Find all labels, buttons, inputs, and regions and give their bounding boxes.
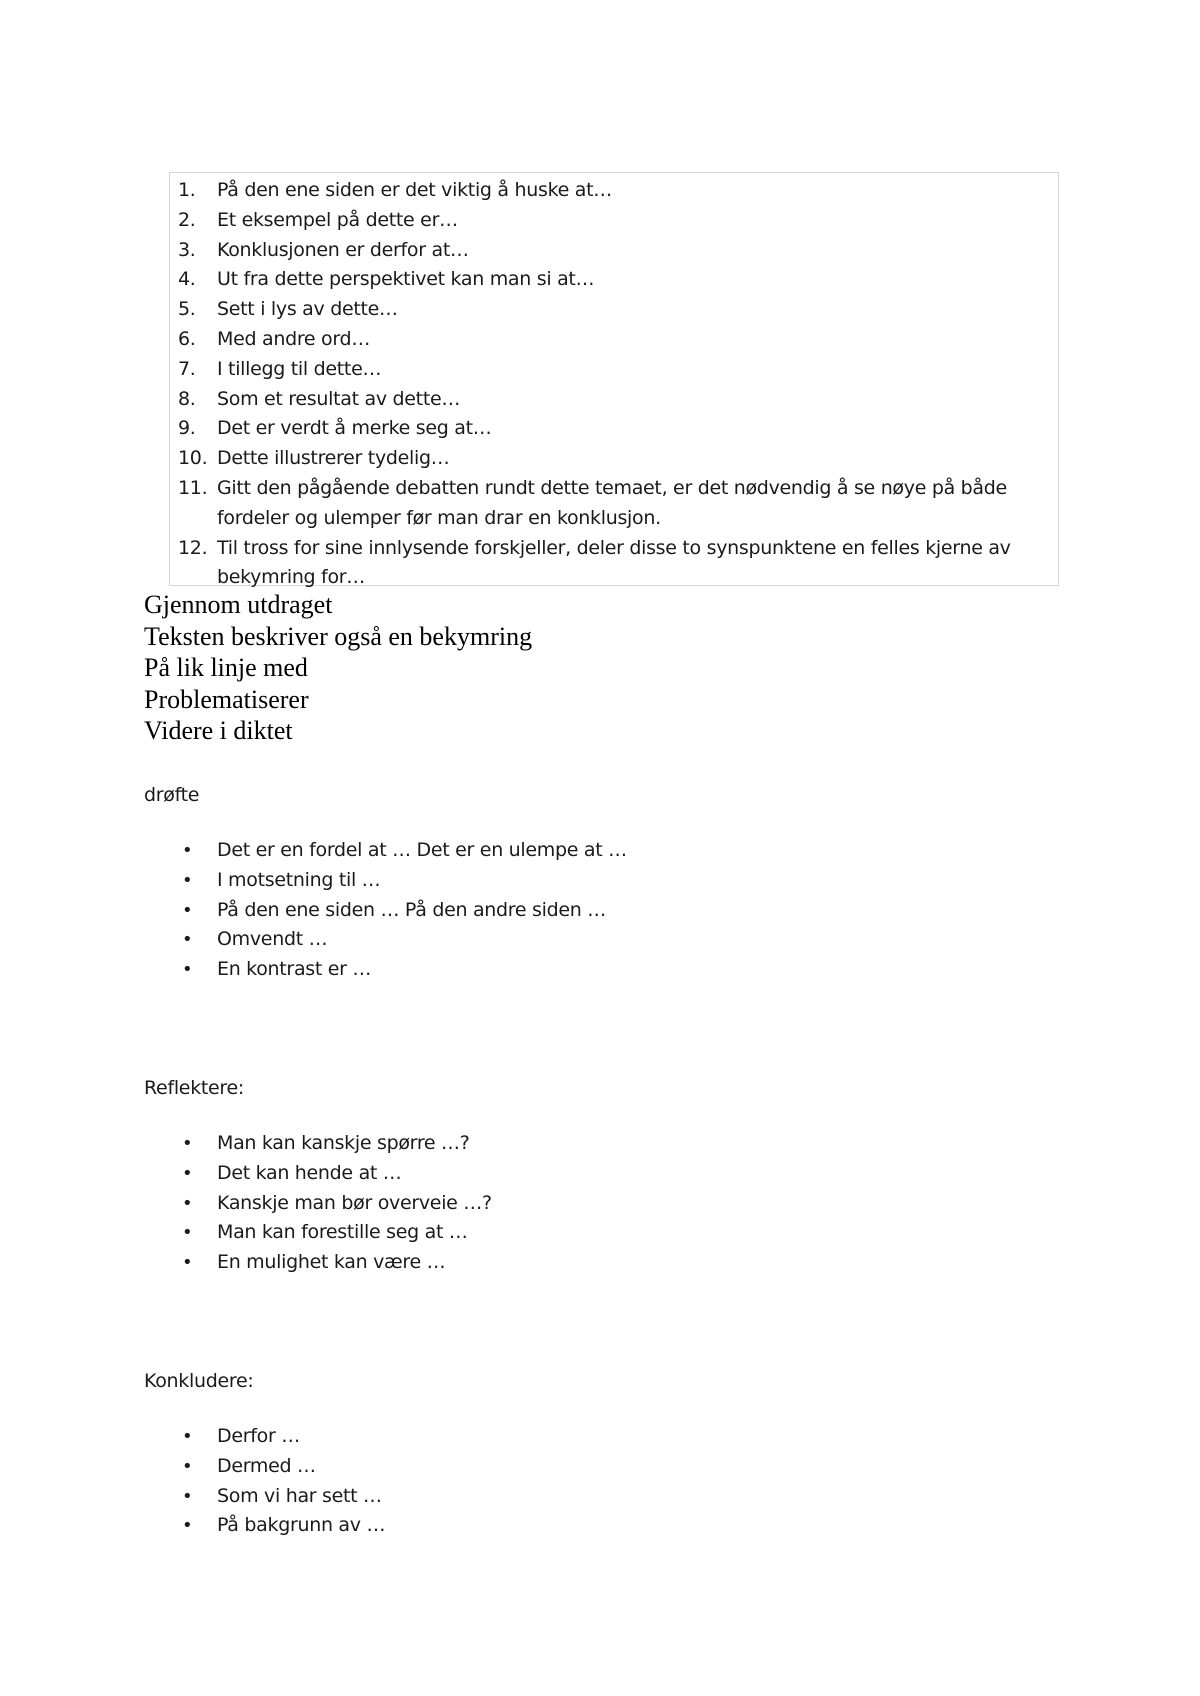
numbered-phrase-list bbox=[178, 176, 1063, 593]
list-number: 6. bbox=[178, 327, 196, 350]
list-number: 10. bbox=[178, 447, 208, 470]
list-item-text: Med andre ord… bbox=[217, 327, 371, 350]
list-item bbox=[178, 265, 1063, 295]
list-item bbox=[178, 1248, 492, 1278]
bullet-icon: • bbox=[182, 1455, 193, 1477]
list-number: 11. bbox=[178, 476, 208, 499]
list-item-text: Ut fra dette perspektivet kan man si at… bbox=[217, 268, 595, 291]
list-item bbox=[178, 866, 627, 896]
list-item bbox=[178, 325, 1063, 355]
list-item bbox=[178, 925, 627, 955]
list-item-text: Omvendt … bbox=[217, 928, 328, 951]
list-item bbox=[178, 896, 627, 926]
list-item-text: Dette illustrerer tydelig… bbox=[217, 447, 450, 470]
bullet-list-konkludere bbox=[178, 1422, 385, 1541]
list-number: 3. bbox=[178, 238, 196, 261]
list-item bbox=[178, 385, 1063, 415]
list-item-text: På den ene siden er det viktig å huske at… bbox=[217, 179, 612, 201]
list-item-text: Til tross for sine innlysende forskjeller, deler disse to synspunktene en felles kjerne av bekymring for… bbox=[217, 536, 1011, 589]
list-item bbox=[178, 295, 1063, 325]
list-item-text: En kontrast er … bbox=[217, 958, 372, 981]
list-item bbox=[178, 836, 627, 866]
list-item bbox=[178, 1129, 492, 1159]
section-heading-drofte: drøfte bbox=[144, 784, 200, 806]
list-item-text: Man kan kanskje spørre …? bbox=[217, 1132, 470, 1154]
list-item-text: I tillegg til dette… bbox=[217, 357, 382, 380]
list-item bbox=[178, 414, 1063, 444]
serif-line: Gjennom utdraget bbox=[144, 590, 333, 619]
bullet-icon: • bbox=[182, 1515, 193, 1537]
list-item-text: Dermed … bbox=[217, 1454, 316, 1477]
list-item-text: I motsetning til … bbox=[217, 868, 381, 891]
list-item-text: Det kan hende at … bbox=[217, 1161, 402, 1184]
list-item bbox=[178, 955, 627, 985]
list-number: 4. bbox=[178, 268, 196, 291]
bullet-icon: • bbox=[182, 1162, 193, 1184]
serif-phrase-block bbox=[144, 589, 532, 747]
list-item bbox=[178, 1422, 385, 1452]
list-item bbox=[178, 176, 1063, 206]
bullet-icon: • bbox=[182, 869, 193, 891]
list-item bbox=[178, 1189, 492, 1219]
bullet-icon: • bbox=[182, 929, 193, 951]
list-item-text: En mulighet kan være … bbox=[217, 1251, 446, 1274]
list-item bbox=[178, 355, 1063, 385]
bullet-icon: • bbox=[182, 840, 193, 861]
list-item-text: På den ene siden … På den andre siden … bbox=[217, 898, 606, 921]
list-item bbox=[178, 1452, 385, 1482]
serif-line: Teksten beskriver også en bekymring bbox=[144, 621, 533, 651]
list-number: 12. bbox=[178, 536, 208, 559]
bullet-icon: • bbox=[182, 959, 193, 981]
list-item-text: Gitt den pågående debatten rundt dette temaet, er det nødvendig å se nøye på både fordeler og ulemper før man drar en konklusjon. bbox=[217, 476, 1007, 529]
list-number: 1. bbox=[178, 179, 196, 201]
bullet-list-reflektere bbox=[178, 1129, 492, 1278]
bullet-list-drofte bbox=[178, 836, 627, 985]
list-number: 9. bbox=[178, 417, 196, 440]
list-number: 2. bbox=[178, 208, 196, 231]
list-item bbox=[178, 1218, 492, 1248]
list-number: 5. bbox=[178, 298, 196, 321]
list-number: 8. bbox=[178, 387, 196, 410]
list-item bbox=[178, 1159, 492, 1189]
list-item-text: Som vi har sett … bbox=[217, 1484, 382, 1507]
list-item-text: Konklusjonen er derfor at… bbox=[217, 238, 469, 261]
list-item-text: Som et resultat av dette… bbox=[217, 387, 461, 410]
serif-line: Problematiserer bbox=[144, 684, 309, 714]
bullet-icon: • bbox=[182, 1426, 193, 1447]
section-heading-reflektere: Reflektere: bbox=[144, 1077, 245, 1099]
list-item-text: Derfor … bbox=[217, 1425, 300, 1447]
bullet-icon: • bbox=[182, 1133, 193, 1154]
bullet-icon: • bbox=[182, 1485, 193, 1507]
list-item-text: Et eksempel på dette er… bbox=[217, 208, 458, 231]
list-item-text: På bakgrunn av … bbox=[217, 1514, 386, 1537]
list-item bbox=[178, 1511, 385, 1541]
list-item bbox=[178, 206, 1063, 236]
serif-line: På lik linje med bbox=[144, 653, 308, 682]
list-item bbox=[178, 1482, 385, 1512]
list-item-text: Man kan forestille seg at … bbox=[217, 1221, 468, 1244]
serif-line: Videre i diktet bbox=[144, 716, 293, 745]
list-item-text: Det er en fordel at … Det er en ulempe at … bbox=[217, 839, 627, 861]
list-item bbox=[178, 444, 1063, 474]
bullet-icon: • bbox=[182, 1222, 193, 1244]
list-item-text: Sett i lys av dette… bbox=[217, 298, 398, 321]
bullet-icon: • bbox=[182, 899, 193, 921]
list-number: 7. bbox=[178, 357, 196, 380]
bullet-icon: • bbox=[182, 1192, 193, 1214]
list-item bbox=[178, 534, 1063, 594]
list-item bbox=[178, 474, 1063, 534]
list-item-text: Det er verdt å merke seg at… bbox=[217, 417, 492, 440]
section-heading-konkludere: Konkludere: bbox=[144, 1370, 254, 1392]
bullet-icon: • bbox=[182, 1252, 193, 1274]
list-item bbox=[178, 236, 1063, 266]
list-item-text: Kanskje man bør overveie …? bbox=[217, 1191, 492, 1214]
